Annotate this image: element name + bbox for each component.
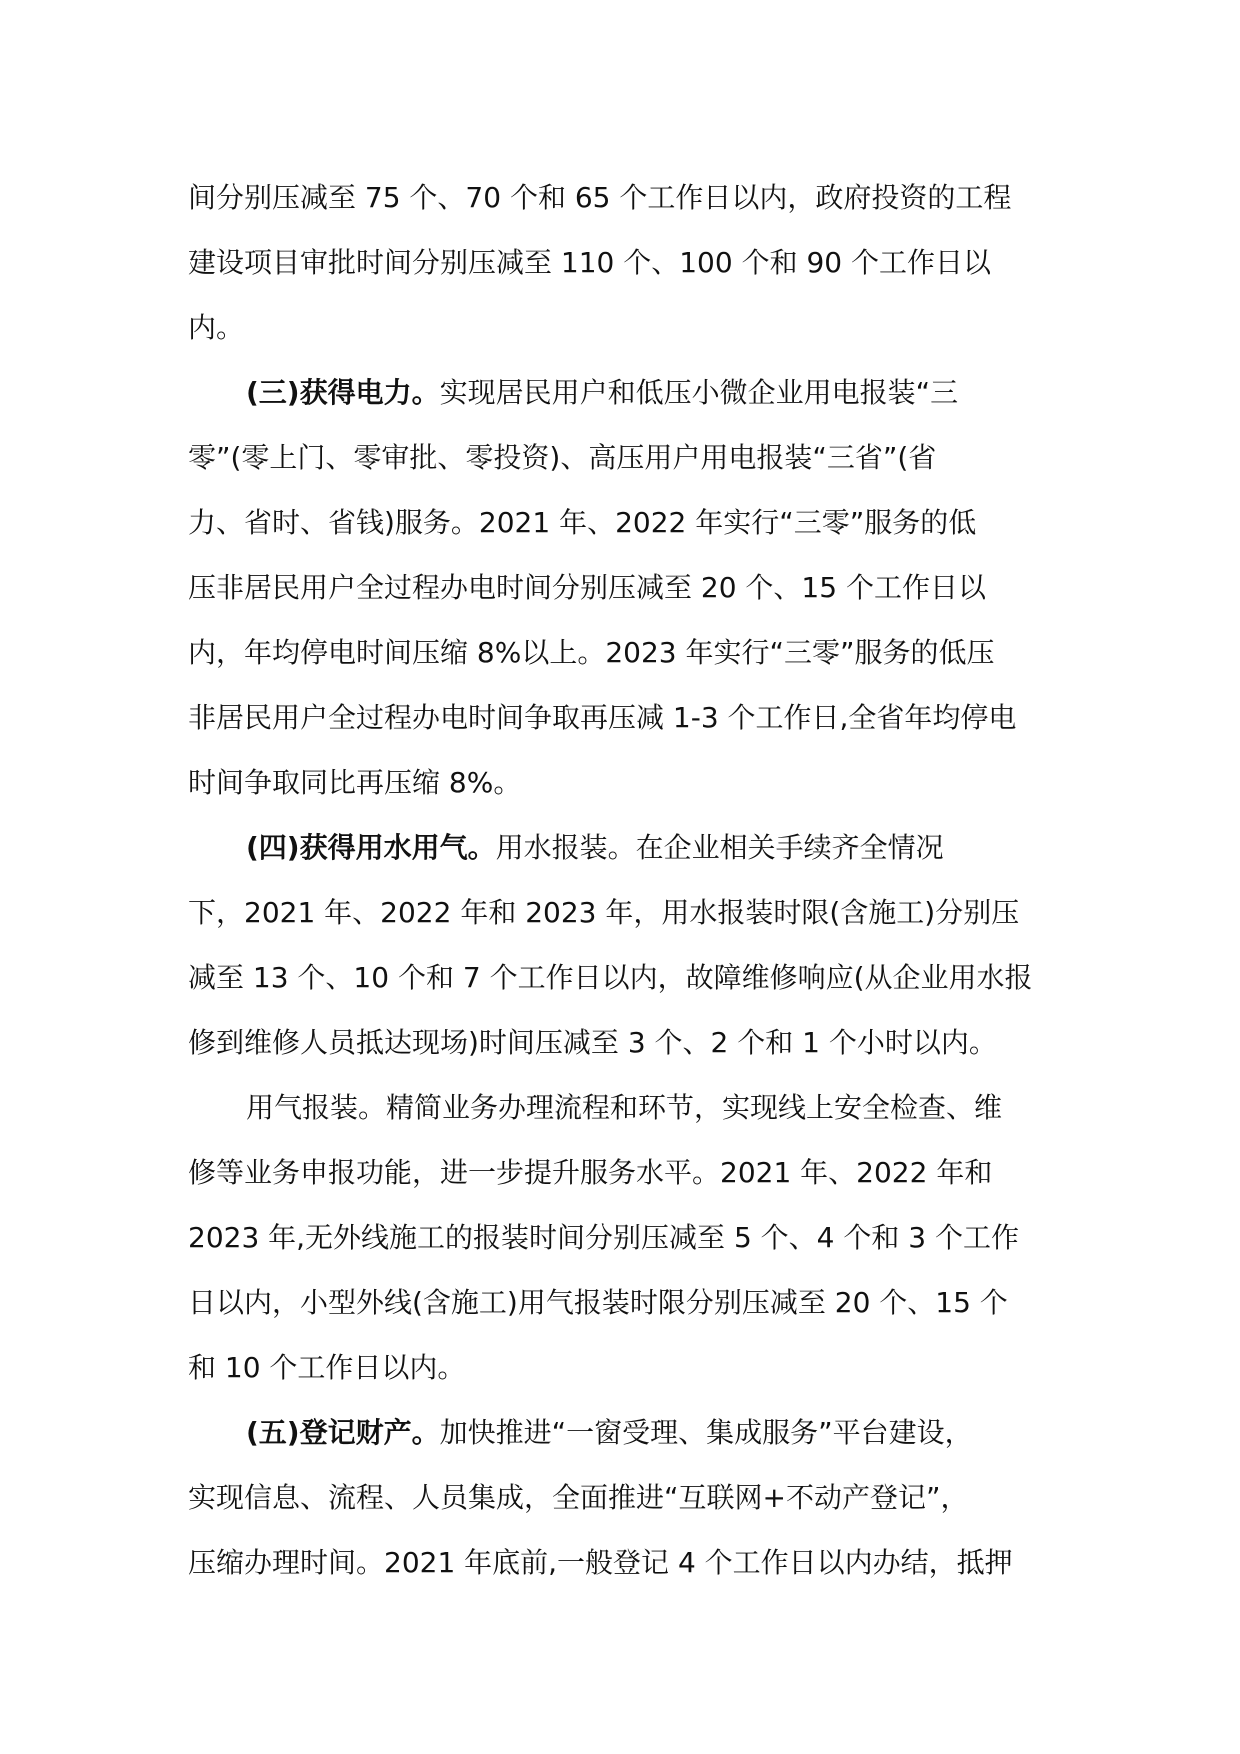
line-text: 零”(零上门、零审批、零投资)、高压用户用电报装“三省”(省 (188, 441, 937, 474)
line-text: 减至 13 个、10 个和 7 个工作日以内，故障维修响应(从企业用水报 (188, 961, 1033, 994)
body-line-5 (188, 425, 1068, 490)
section-4-line-1 (188, 815, 1068, 880)
document-page (188, 165, 1068, 1595)
line-text: 内，年均停电时间压缩 8%以上。2023 年实行“三零”服务的低压 (188, 636, 995, 669)
body-line-10 (188, 750, 1068, 815)
line-text: 日以内，小型外线(含施工)用气报装时限分别压减至 20 个、15 个 (188, 1286, 1008, 1319)
body-line-13 (188, 945, 1068, 1010)
body-line-12 (188, 880, 1068, 945)
section-heading-water-gas: (四)获得用水用气。 (246, 831, 496, 864)
body-line-14 (188, 1010, 1068, 1075)
line-text: 实现居民用户和低压小微企业用电报装“三 (439, 376, 959, 409)
body-line-9 (188, 685, 1068, 750)
line-text: 用气报装。精简业务办理流程和环节，实现线上安全检查、维 (246, 1091, 1003, 1124)
line-text: 修等业务申报功能，进一步提升服务水平。2021 年、2022 年和 (188, 1156, 993, 1189)
section-3-line-1 (188, 360, 1068, 425)
line-text: 和 10 个工作日以内。 (188, 1351, 466, 1384)
line-text: 加快推进“一窗受理、集成服务”平台建设， (439, 1416, 973, 1449)
section-heading-property: (五)登记财产。 (246, 1416, 440, 1449)
body-line-1 (188, 165, 1068, 230)
line-text: 用水报装。在企业相关手续齐全情况 (495, 831, 944, 864)
line-text: 力、省时、省钱)服务。2021 年、2022 年实行“三零”服务的低 (188, 506, 977, 539)
line-text: 压缩办理时间。2021 年底前,一般登记 4 个工作日以内办结，抵押 (188, 1546, 1013, 1579)
body-line-18 (188, 1270, 1068, 1335)
body-line-6 (188, 490, 1068, 555)
section-heading-electricity: (三)获得电力。 (246, 376, 440, 409)
body-line-2 (188, 230, 1068, 295)
gas-paragraph-line-1 (188, 1075, 1068, 1140)
line-text: 时间争取同比再压缩 8%。 (188, 766, 522, 799)
line-text: 压非居民用户全过程办电时间分别压减至 20 个、15 个工作日以 (188, 571, 986, 604)
section-5-line-1 (188, 1400, 1068, 1465)
body-line-7 (188, 555, 1068, 620)
body-line-21 (188, 1465, 1068, 1530)
line-text: 下，2021 年、2022 年和 2023 年，用水报装时限(含施工)分别压 (188, 896, 1020, 929)
line-text: 内。 (188, 311, 245, 344)
line-text: 实现信息、流程、人员集成，全面推进“互联网+不动产登记”， (188, 1481, 969, 1514)
line-text: 非居民用户全过程办电时间争取再压减 1-3 个工作日,全省年均停电 (188, 701, 1017, 734)
body-line-22 (188, 1530, 1068, 1595)
line-text: 2023 年,无外线施工的报装时间分别压减至 5 个、4 个和 3 个工作 (188, 1221, 1020, 1254)
line-text: 间分别压减至 75 个、70 个和 65 个工作日以内，政府投资的工程 (188, 181, 1012, 214)
body-line-17 (188, 1205, 1068, 1270)
line-text: 修到维修人员抵达现场)时间压减至 3 个、2 个和 1 个小时以内。 (188, 1026, 997, 1059)
body-line-8 (188, 620, 1068, 685)
line-text: 建设项目审批时间分别压减至 110 个、100 个和 90 个工作日以 (188, 246, 992, 279)
body-line-19 (188, 1335, 1068, 1400)
body-line-16 (188, 1140, 1068, 1205)
body-line-3 (188, 295, 1068, 360)
